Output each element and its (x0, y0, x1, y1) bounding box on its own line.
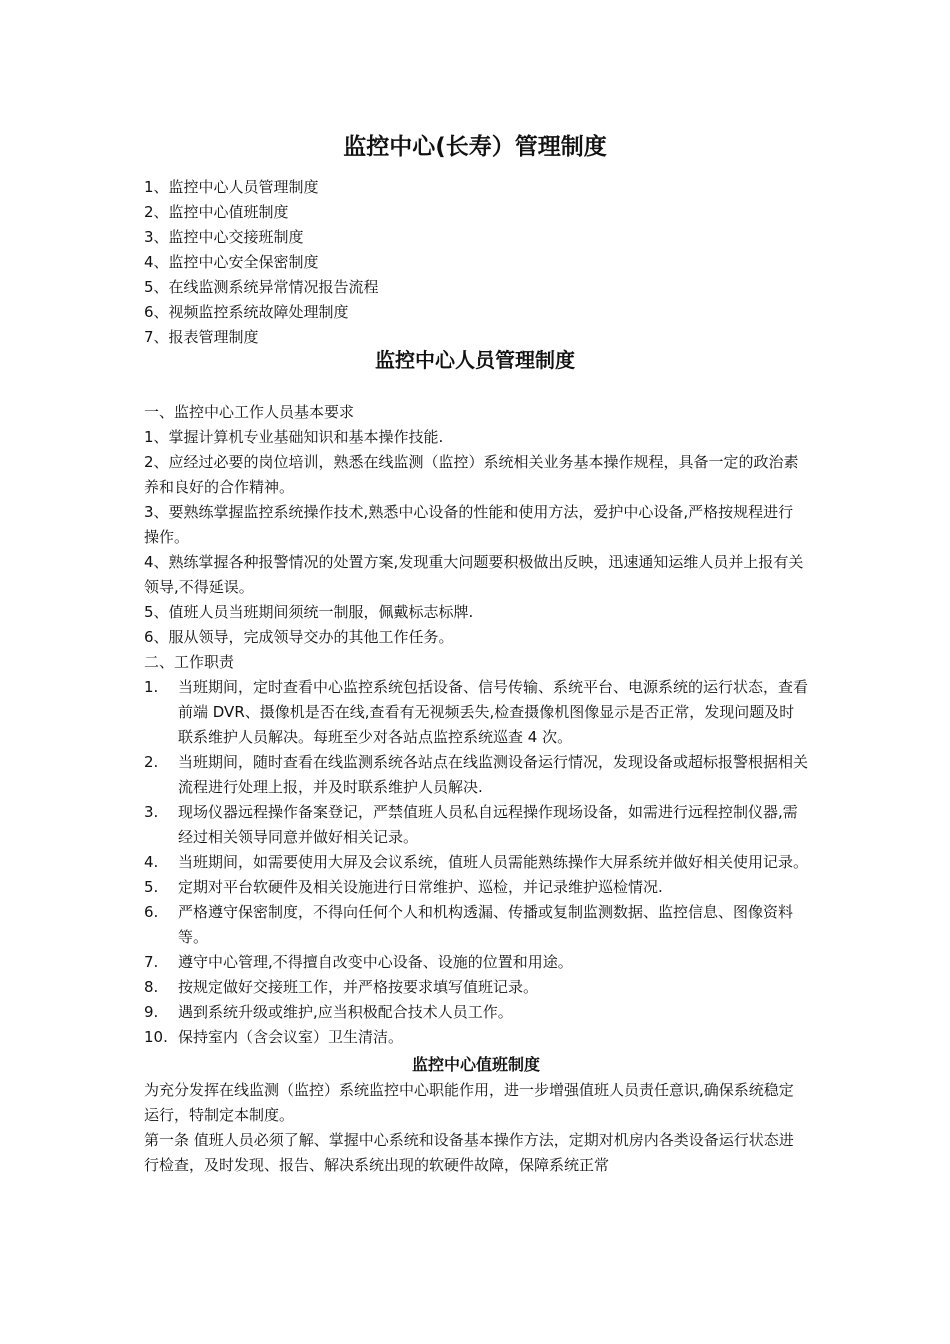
duty-item (144, 875, 808, 900)
part-heading: 一、监控中心工作人员基本要求 (144, 403, 355, 421)
duty-item (144, 800, 808, 850)
duty-item (144, 1000, 808, 1025)
toc-item: 2、监控中心值班制度 (144, 203, 289, 221)
duty-text: 遇到系统升级或维护,应当积极配合技术人员工作。 (178, 1003, 513, 1021)
duty-number: 10. (144, 1028, 168, 1046)
duty-text: 现场仪器远程操作备案登记，严禁值班人员私自远程操作现场设备，如需进行远程控制仪器,需经过相关领导同意并做好相关记录。 (178, 803, 798, 846)
part-heading: 二、工作职责 (144, 653, 235, 671)
requirement-item: 3、要熟练掌握监控系统操作技术,熟悉中心设备的性能和使用方法，爱护中心设备,严格按规程进行操作。 (144, 503, 794, 546)
duty-number: 9. (144, 1003, 159, 1021)
duty-number: 2. (144, 753, 159, 771)
duty-item (144, 975, 808, 1000)
duty-item (144, 950, 808, 975)
duty-item (144, 850, 808, 875)
requirement-item: 1、掌握计算机专业基础知识和基本操作技能. (144, 428, 444, 446)
duty-text: 严格遵守保密制度，不得向任何个人和机构透漏、传播或复制监测数据、监控信息、图像资料等。 (178, 903, 794, 946)
toc-item: 5、在线监测系统异常情况报告流程 (144, 278, 379, 296)
duty-text: 当班期间，随时查看在线监测系统各站点在线监测设备运行情况，发现设备或超标报警根据相关流程进行处理上报，并及时联系维护人员解决. (178, 753, 809, 796)
toc-item: 1、监控中心人员管理制度 (144, 178, 319, 196)
duty-number: 8. (144, 978, 159, 996)
requirement-item: 5、值班人员当班期间须统一制服，佩戴标志标牌. (144, 603, 474, 621)
document-body (144, 400, 808, 1178)
duty-text: 按规定做好交接班工作，并严格按要求填写值班记录。 (178, 978, 539, 996)
requirement-item: 2、应经过必要的岗位培训，熟悉在线监测（监控）系统相关业务基本操作规程，具备一定的政治素养和良好的合作精神。 (144, 453, 799, 496)
duty-text: 定期对平台软硬件及相关设施进行日常维护、巡检，并记录维护巡检情况. (178, 878, 663, 896)
toc-item: 6、视频监控系统故障处理制度 (144, 303, 349, 321)
duty-text: 保持室内（含会议室）卫生清洁。 (178, 1028, 404, 1046)
duty-number: 6. (144, 903, 159, 921)
document-title: 监控中心(长寿）管理制度 (343, 134, 607, 160)
duty-item (144, 1025, 808, 1050)
duty-number: 4. (144, 853, 159, 871)
duty-item (144, 750, 808, 800)
section-title: 监控中心人员管理制度 (375, 348, 575, 372)
duty-item (144, 675, 808, 750)
table-of-contents (144, 175, 824, 350)
duty-text: 当班期间，定时查看中心监控系统包括设备、信号传输、系统平台、电源系统的运行状态，查看前端 DVR、摄像机是否在线,查看有无视频丢失,检查摄像机图像显示是否正常，发现问题及时联系维护人员解决。每班至少对各站点监控系统巡查 4 次。 (178, 678, 809, 746)
duty-text: 当班期间，如需要使用大屏及会议系统，值班人员需能熟练操作大屏系统并做好相关使用记录。 (178, 853, 809, 871)
toc-item: 3、监控中心交接班制度 (144, 228, 304, 246)
duty-number: 5. (144, 878, 159, 896)
duty-number: 3. (144, 803, 159, 821)
duty-number: 7. (144, 953, 159, 971)
requirement-item: 4、熟练掌握各种报警情况的处置方案,发现重大问题要积极做出反映，迅速通知运维人员并上报有关领导,不得延误。 (144, 553, 804, 596)
requirement-item: 6、服从领导，完成领导交办的其他工作任务。 (144, 628, 454, 646)
toc-item: 7、报表管理制度 (144, 328, 259, 346)
article-paragraph: 第一条 值班人员必须了解、掌握中心系统和设备基本操作方法，定期对机房内各类设备运行状态进行检查，及时发现、报告、解决系统出现的软硬件故障，保障系统正常 (144, 1131, 794, 1174)
duty-text: 遵守中心管理,不得擅自改变中心设备、设施的位置和用途。 (178, 953, 573, 971)
section-intro: 为充分发挥在线监测（监控）系统监控中心职能作用，进一步增强值班人员责任意识,确保系统稳定运行，特制定本制度。 (144, 1081, 794, 1124)
section-title: 监控中心值班制度 (411, 1055, 540, 1074)
toc-item: 4、监控中心安全保密制度 (144, 253, 319, 271)
duty-number: 1. (144, 678, 159, 696)
duty-item (144, 900, 808, 950)
